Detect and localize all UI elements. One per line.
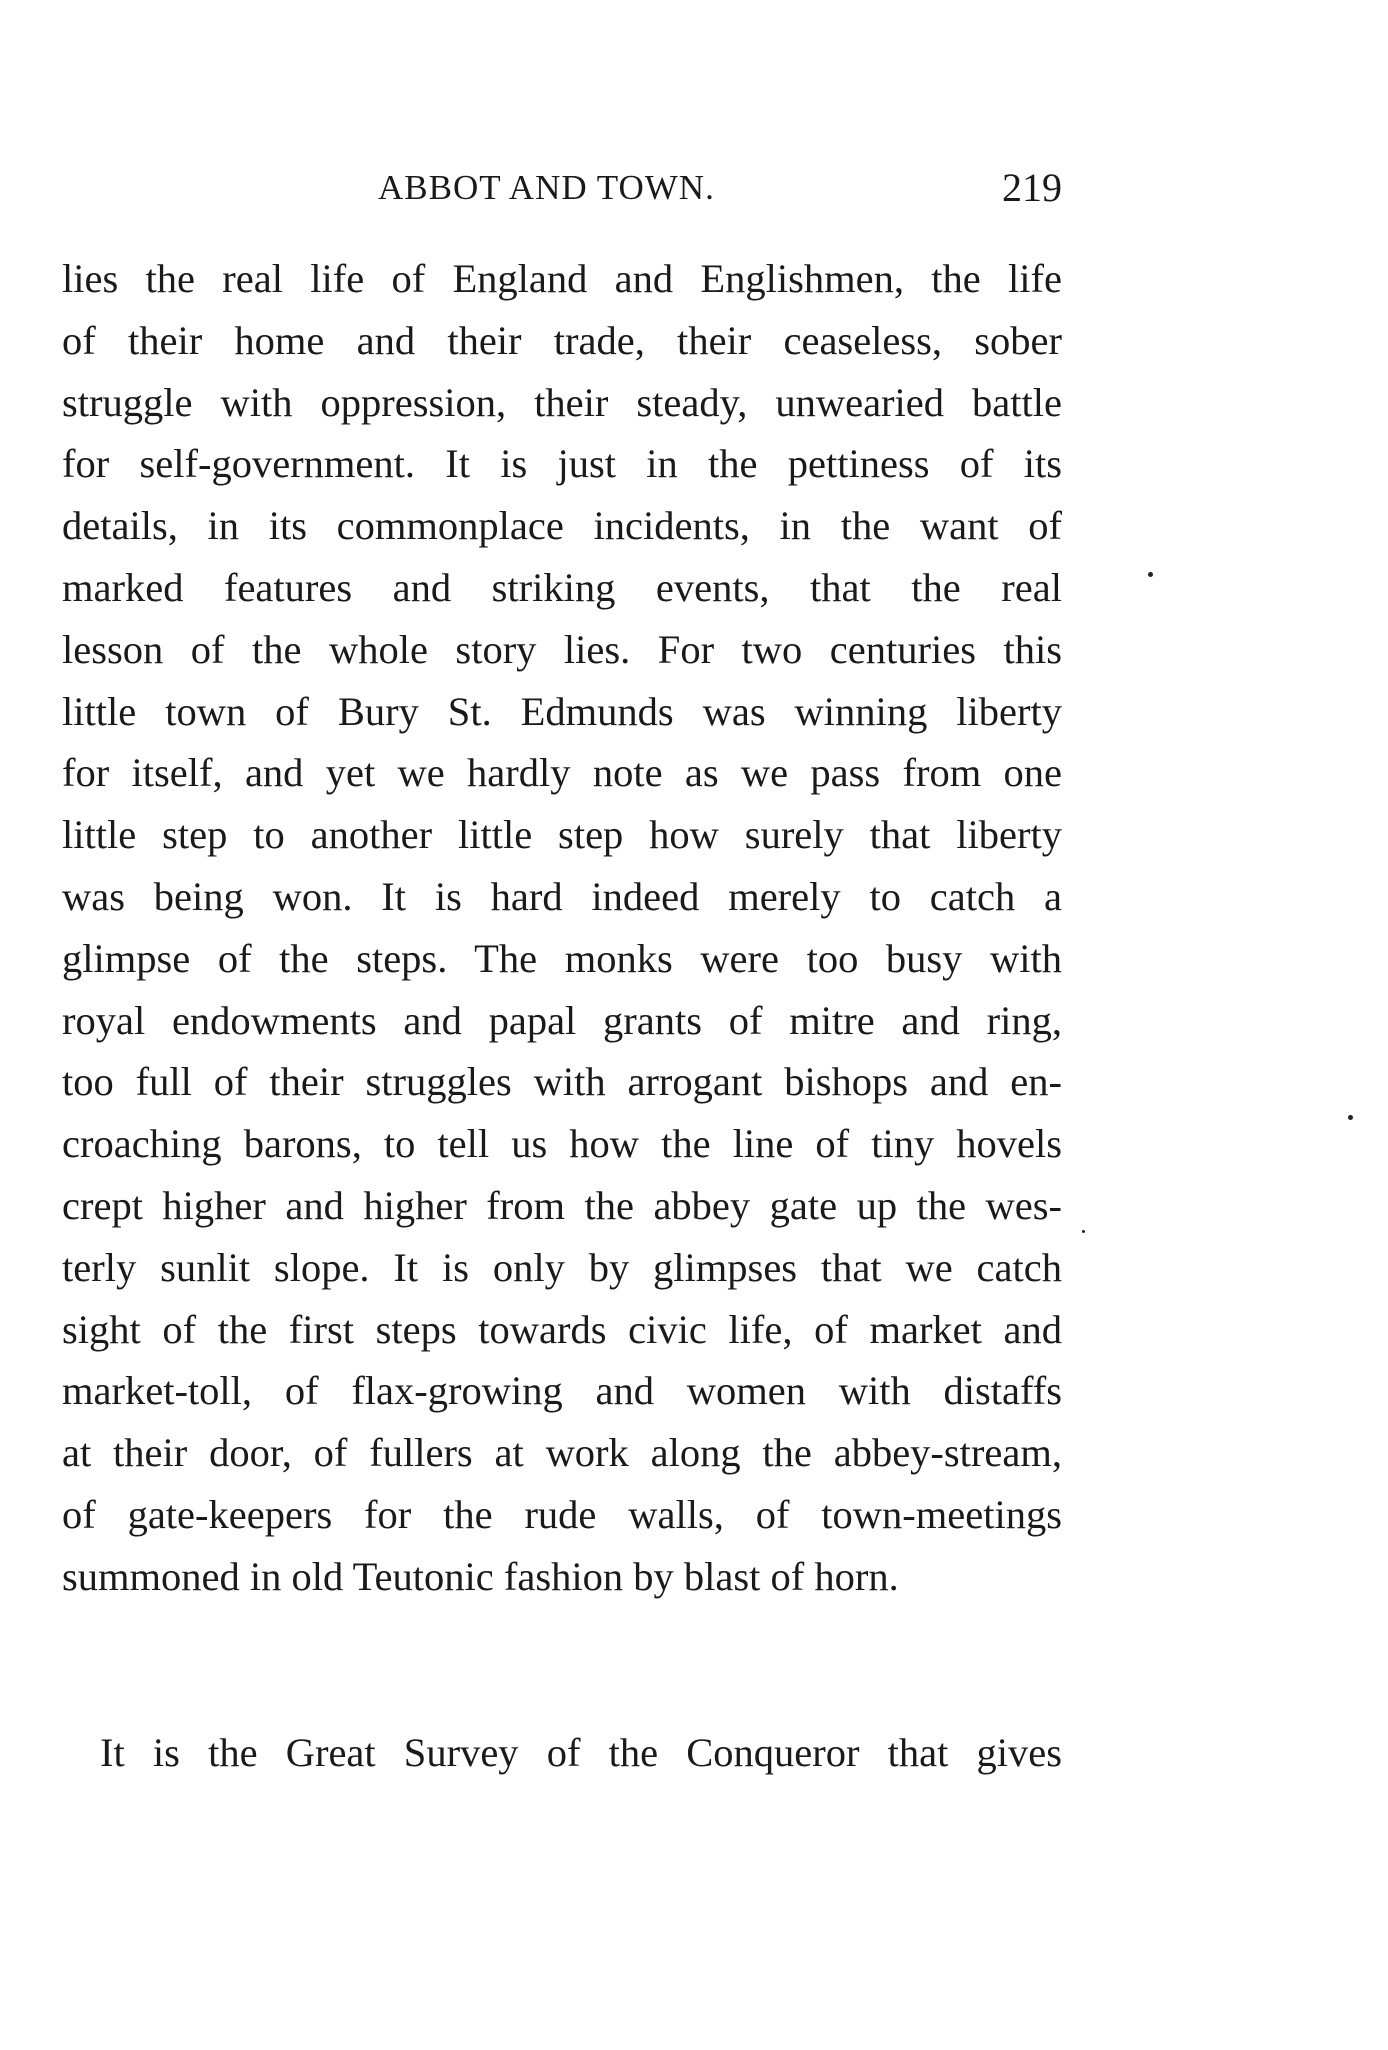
text-line: of gate-keepers for the rude walls, of town-meetings: [62, 1491, 1062, 1537]
text-line: market-toll, of flax-growing and women with distaffs: [62, 1368, 1062, 1414]
text-line: little town of Bury St. Edmunds was winning liberty: [62, 688, 1062, 734]
paragraph-1: [62, 248, 1062, 1608]
print-speck: [1148, 572, 1153, 577]
text-line: for itself, and yet we hardly note as we pass from one: [62, 750, 1062, 796]
text-line: royal endowments and papal grants of mitre and ring,: [62, 997, 1062, 1043]
text-line: was being won. It is hard indeed merely to catch a: [62, 873, 1062, 919]
text-line: struggle with oppression, their steady, unwearied battle: [62, 379, 1062, 425]
text-line: lies the real life of England and Englishmen, the life: [62, 256, 1062, 301]
text-line: glimpse of the steps. The monks were too busy with: [62, 935, 1062, 981]
text-line: crept higher and higher from the abbey gate up the wes-: [62, 1182, 1062, 1228]
print-speck: [1082, 1230, 1085, 1233]
text-line: for self-government. It is just in the pettiness of its: [62, 441, 1062, 487]
text-line: summoned in old Teutonic fashion by blast of horn.: [62, 1553, 899, 1599]
chapter-title: ABBOT AND TOWN.: [378, 168, 715, 207]
text-line: marked features and striking events, that the real: [62, 564, 1062, 610]
print-speck: [1348, 1115, 1353, 1120]
page-number: 219: [1002, 165, 1062, 210]
text-line: croaching barons, to tell us how the line of tiny hovels: [62, 1121, 1062, 1167]
text-line: lesson of the whole story lies. For two centuries this: [62, 626, 1062, 672]
text-line: little step to another little step how surely that liberty: [62, 812, 1062, 858]
text-line: terly sunlit slope. It is only by glimpses that we catch: [62, 1244, 1062, 1290]
text-line: too full of their struggles with arrogant bishops and en-: [62, 1059, 1062, 1105]
text-line: sight of the first steps towards civic life, of market and: [62, 1306, 1062, 1352]
text-line: of their home and their trade, their ceaseless, sober: [62, 317, 1062, 363]
paragraph-2: [100, 1722, 1062, 1784]
text-line: It is the Great Survey of the Conqueror that gives: [100, 1730, 1062, 1775]
running-head: [62, 165, 1062, 218]
text-line: at their door, of fullers at work along the abbey-stream,: [62, 1430, 1062, 1476]
text-line: details, in its commonplace incidents, in the want of: [62, 503, 1062, 549]
